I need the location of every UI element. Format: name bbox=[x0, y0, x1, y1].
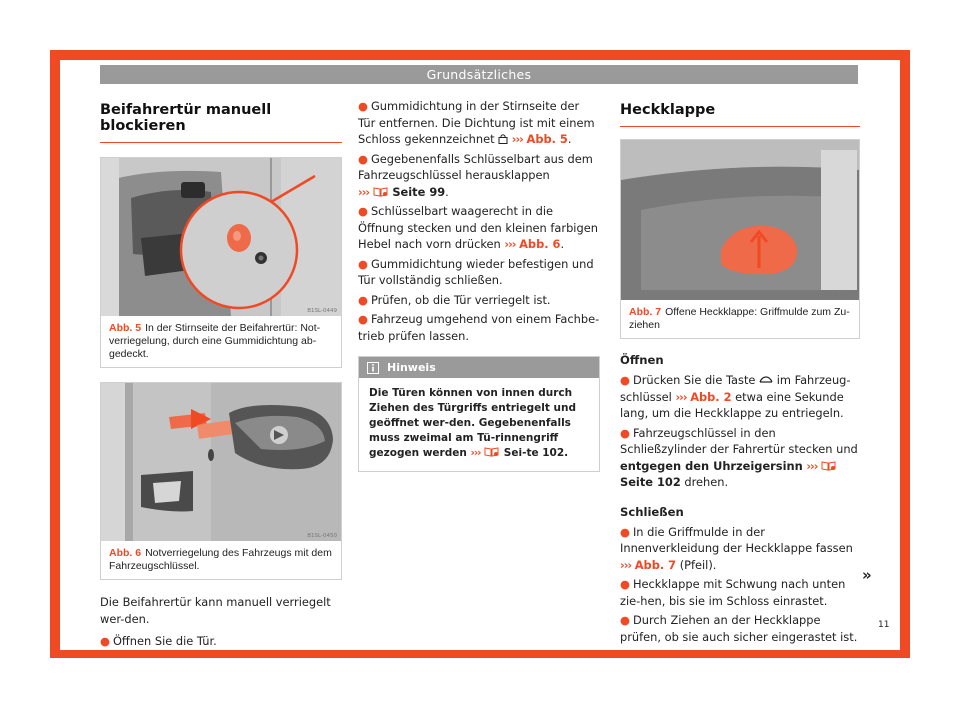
figure-7-caption bbox=[621, 300, 859, 338]
open-bullet-2-text-a: Fahrzeugschlüssel in den Schließzylinder der Fahrertür stecken und bbox=[620, 425, 858, 456]
bullet-icon: ● bbox=[620, 524, 630, 539]
page-number: 11 bbox=[878, 620, 890, 630]
figure-7-caption-text: Offene Heckklappe: Griffmulde zum Zu-ziehen bbox=[629, 306, 850, 331]
figure-5-ref: Abb. 5 bbox=[109, 322, 142, 334]
hint-body: Die Türen können von innen durch Ziehen des Türgriffs entriegelt und geöffnet wer-den. Gegebenenfalls muss zweimal am Tü-rinnengriff gezogen werden ››› Sei-te 102. bbox=[369, 387, 577, 459]
close-bullet-1 bbox=[620, 524, 860, 574]
mid-bullet-5 bbox=[358, 292, 600, 309]
book-wrench-icon bbox=[821, 460, 837, 471]
bullet-icon: ● bbox=[358, 312, 368, 326]
figure-5-code: B1SL-0449 bbox=[307, 308, 337, 314]
hint-title: Hinweis bbox=[387, 361, 436, 374]
door-seal-illustration bbox=[101, 158, 341, 316]
close-bullet-1-text-a: In die Griffmulde in der Innenverkleidung der Heckklappe fassen bbox=[620, 524, 853, 555]
figure-6-code: B1SL-0450 bbox=[307, 533, 337, 539]
figure-6-image bbox=[101, 383, 341, 541]
mid-bullet-3-ref[interactable]: Abb. 6 bbox=[519, 237, 561, 251]
lock-icon bbox=[498, 133, 508, 144]
arrows-icon: ››› bbox=[620, 557, 632, 572]
open-subtitle: Öffnen bbox=[620, 353, 664, 367]
hint-ref[interactable]: Sei-te 102 bbox=[503, 447, 565, 459]
open-bullet-1 bbox=[620, 372, 860, 422]
figure-5 bbox=[100, 157, 342, 368]
left-column bbox=[100, 98, 342, 653]
middle-column bbox=[358, 98, 600, 472]
figure-7-code: B1SL-0397 bbox=[825, 292, 855, 298]
figure-6-caption bbox=[101, 541, 341, 579]
open-bullet-1-text-b: im Fahrzeug-schlüssel bbox=[620, 373, 851, 404]
mid-bullet-2-ref[interactable]: Seite 99 bbox=[392, 184, 446, 199]
hint-header bbox=[359, 357, 599, 378]
close-bullet-1-text-b: (Pfeil). bbox=[679, 557, 717, 572]
right-column bbox=[620, 98, 860, 648]
mid-bullet-3: ● Schlüsselbart waagerecht in die Öffnung stecken und den kleinen farbigen Hebel nach vorn drücken ››› Abb. 6. bbox=[358, 204, 598, 251]
mid-bullet-2-text: Gegebenenfalls Schlüsselbart aus dem Fahrzeugschlüssel herausklappen bbox=[358, 151, 593, 182]
book-wrench-icon bbox=[373, 186, 389, 197]
bullet-icon: ● bbox=[620, 613, 630, 627]
bullet-icon: ● bbox=[100, 634, 110, 648]
bullet-icon: ● bbox=[620, 373, 630, 387]
bullet-icon: ● bbox=[620, 425, 630, 440]
arrows-icon: ››› bbox=[806, 458, 818, 473]
arrows-icon: ››› bbox=[511, 132, 523, 146]
key-lock-illustration bbox=[101, 383, 341, 541]
figure-7 bbox=[620, 139, 860, 339]
bullet-icon: ● bbox=[358, 292, 368, 307]
open-bullet-2 bbox=[620, 425, 860, 491]
figure-6-ref: Abb. 6 bbox=[109, 547, 142, 559]
info-icon bbox=[367, 362, 379, 374]
bullet-icon: ● bbox=[358, 99, 368, 113]
left-bullet-1 bbox=[100, 633, 342, 650]
mid-bullet-1-text: Gummidichtung in der Stirnseite der Tür entfernen. Die Dichtung ist mit einem Schloss gekennzeichnet bbox=[358, 99, 595, 146]
mid-bullet-1: ● Gummidichtung in der Stirnseite der Tür entfernen. Die Dichtung ist mit einem Schloss gekennzeichnet ››› Abb. 5. bbox=[358, 99, 595, 146]
figure-5-caption bbox=[101, 316, 341, 367]
section-title-beifahrertuer: Beifahrertür manuell blockieren bbox=[100, 98, 342, 143]
figure-6-caption-text: Notverriegelung des Fahrzeugs mit dem Fahrzeugschlüssel. bbox=[109, 547, 332, 572]
figure-5-image bbox=[101, 158, 341, 316]
open-bullet-2-ref[interactable]: Seite 102 bbox=[620, 475, 681, 489]
figure-7-image bbox=[621, 140, 859, 300]
figure-6 bbox=[100, 382, 342, 580]
open-bullet-1-ref[interactable]: Abb. 2 bbox=[690, 389, 732, 404]
arrows-icon: ››› bbox=[675, 389, 687, 404]
arrows-icon: ››› bbox=[470, 447, 481, 459]
mid-bullet-6-text: Fahrzeug umgehend von einem Fachbe-trieb prüfen lassen. bbox=[358, 312, 600, 343]
bullet-icon: ● bbox=[620, 577, 630, 591]
close-bullet-2-text: Heckklappe mit Schwung nach unten zie-hen, bis sie im Schloss einrastet. bbox=[620, 577, 846, 608]
mid-bullet-6 bbox=[358, 311, 600, 344]
open-bullet-1-text-c: etwa eine Sekunde lang, um die Heckklappe zu entriegeln. bbox=[620, 389, 844, 420]
left-intro: Die Beifahrertür kann manuell verriegelt wer-den. bbox=[100, 595, 331, 626]
mid-bullet-5-text: Prüfen, ob die Tür verriegelt ist. bbox=[370, 292, 551, 307]
book-wrench-icon bbox=[484, 446, 500, 457]
page-header: Grundsätzliches bbox=[100, 65, 858, 84]
arrows-icon: ››› bbox=[504, 237, 516, 251]
tailgate-illustration bbox=[621, 140, 859, 300]
left-bullet-1-text: Öffnen Sie die Tür. bbox=[112, 634, 217, 648]
car-open-icon bbox=[759, 375, 773, 384]
close-bullet-3 bbox=[620, 612, 860, 645]
mid-bullet-3-text: Schlüsselbart waagerecht in die Öffnung stecken und den kleinen farbigen Hebel nach vorn drücken bbox=[358, 204, 598, 251]
mid-bullet-1-ref[interactable]: Abb. 5 bbox=[526, 132, 568, 146]
close-bullet-3-text: Durch Ziehen an der Heckklappe prüfen, ob sie auch sicher eingerastet ist. bbox=[620, 613, 858, 644]
bullet-icon: ● bbox=[358, 204, 368, 218]
continue-mark: » bbox=[862, 566, 872, 584]
open-bullet-2-bold: entgegen den Uhrzeigersinn bbox=[620, 458, 803, 473]
close-subtitle: Schließen bbox=[620, 504, 684, 519]
close-bullet-1-ref[interactable]: Abb. 7 bbox=[634, 557, 677, 572]
mid-bullet-4-text: Gummidichtung wieder befestigen und Tür vollständig schließen. bbox=[358, 256, 594, 287]
figure-7-ref: Abb. 7 bbox=[629, 306, 662, 318]
mid-bullet-2: ● Gegebenenfalls Schlüsselbart aus dem Fahrzeugschlüssel herausklappen ››› Seite 99. bbox=[358, 151, 593, 199]
section-title-heckklappe: Heckklappe bbox=[620, 98, 860, 127]
mid-bullet-4 bbox=[358, 256, 600, 289]
arrows-icon: ››› bbox=[358, 184, 370, 199]
bullet-icon: ● bbox=[358, 256, 368, 271]
close-bullet-2 bbox=[620, 576, 860, 609]
open-bullet-1-text-a: Drücken Sie die Taste bbox=[632, 373, 756, 387]
hint-box bbox=[358, 356, 600, 472]
hint-text: Die Türen können von innen durch Ziehen des Türgriffs entriegelt und geöffnet wer-den. Gegebenenfalls muss zweimal am Tü-rinnengriff gezogen werden bbox=[369, 387, 577, 459]
bullet-icon: ● bbox=[358, 151, 368, 166]
figure-5-caption-text: In der Stirnseite der Beifahrertür: Not-verriegelung, durch eine Gummidichtung ab-gedeckt. bbox=[109, 322, 321, 360]
open-bullet-2-text-c: drehen. bbox=[684, 475, 729, 489]
